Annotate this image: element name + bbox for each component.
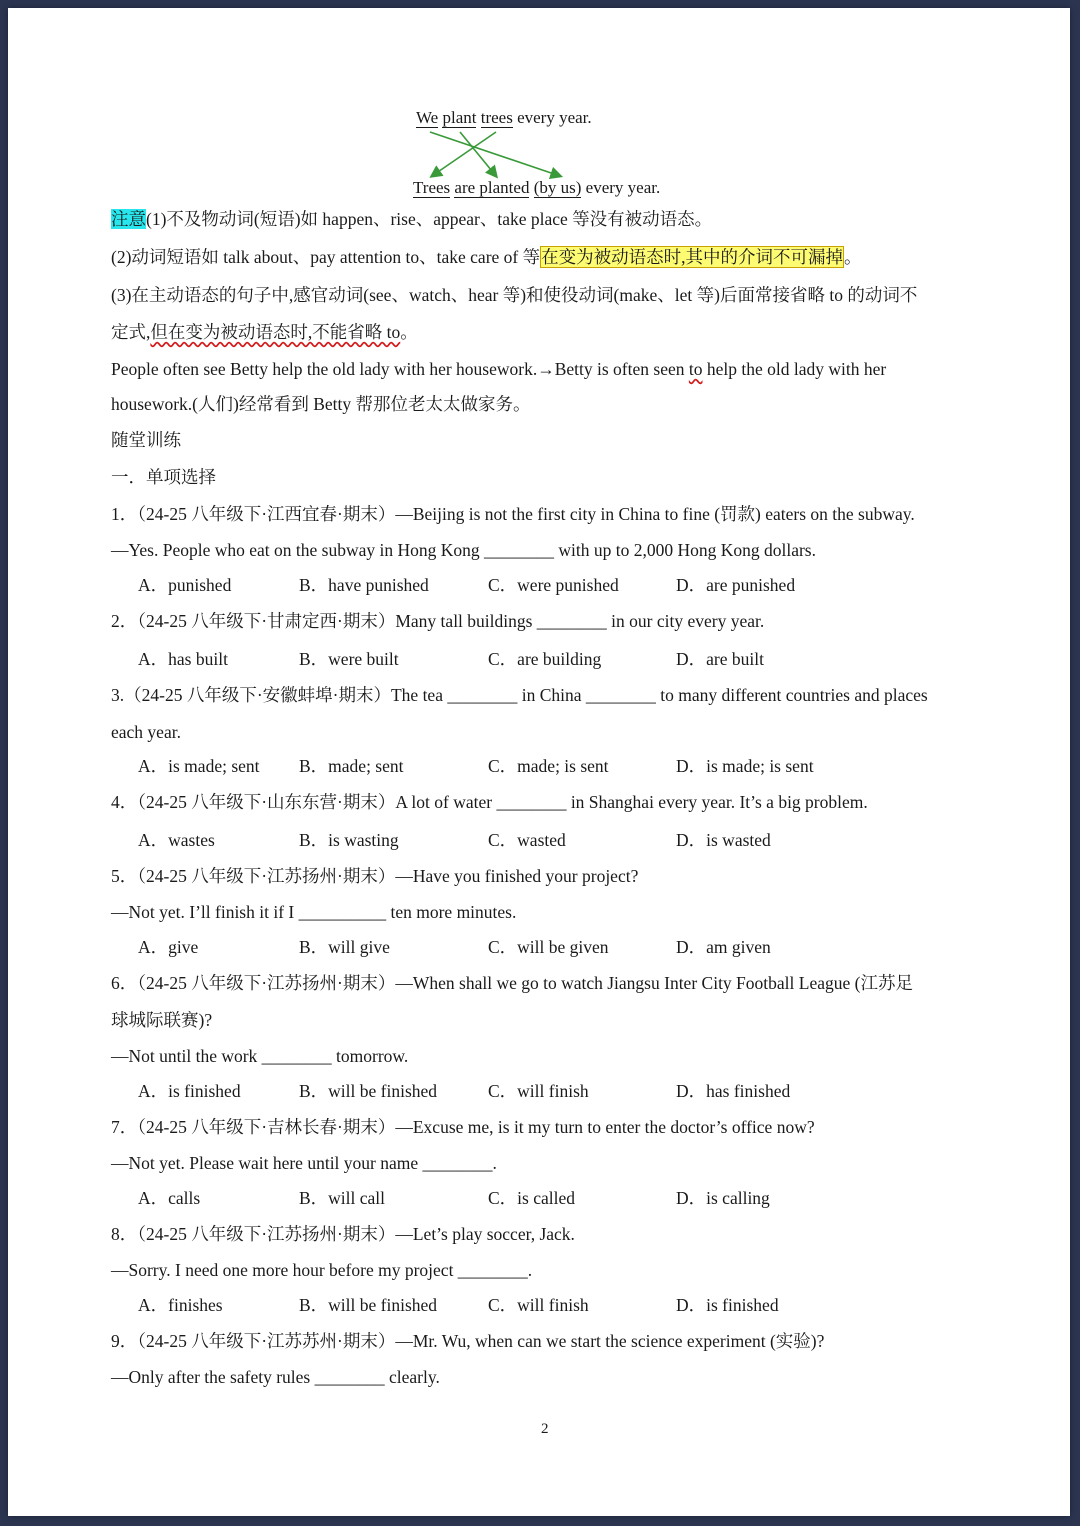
note-3-wavy: 但在变为被动语态时,不能省略 to	[150, 322, 401, 342]
note-label: 注意	[111, 209, 146, 229]
option-d[interactable]: D．am given	[676, 937, 771, 957]
option-b[interactable]: B．will be finished	[299, 1295, 438, 1315]
passive-subject: Trees	[413, 178, 451, 197]
option-c[interactable]: C．will be given	[488, 937, 609, 957]
option-d[interactable]: D．is calling	[676, 1188, 770, 1208]
option-c[interactable]: C．made; is sent	[488, 756, 609, 776]
option-a[interactable]: A．finishes	[138, 1295, 223, 1315]
option-d[interactable]: D．has finished	[676, 1081, 791, 1101]
option-d[interactable]: D．are punished	[676, 575, 796, 595]
option-a[interactable]: A．is made; sent	[138, 756, 260, 776]
option-a[interactable]: A．calls	[138, 1188, 201, 1208]
option-d[interactable]: D．is made; is sent	[676, 756, 814, 776]
part-title: 一．单项选择	[111, 467, 216, 487]
note-1-text: (1)不及物动词(短语)如 happen、rise、appear、take place 等没有被动语态。	[146, 209, 713, 229]
document-page	[8, 8, 1070, 1516]
question-5-line-1: 5．（24-25 八年级下·江苏扬州·期末）—Have you finished your project?	[111, 866, 639, 886]
active-verb: plant	[442, 108, 477, 127]
voice-transformation-diagram	[408, 104, 708, 204]
option-c[interactable]: C．will finish	[488, 1081, 589, 1101]
question-1-line-1: 1．（24-25 八年级下·江西宜春·期末）—Beijing is not the first city in China to fine (罚款) eaters on the subway.	[111, 504, 915, 524]
active-object: trees	[480, 108, 513, 127]
question-7-line-1: 7．（24-25 八年级下·吉林长春·期末）—Excuse me, is it my turn to enter the doctor’s office now?	[111, 1117, 815, 1137]
question-6-line-2: 球城际联赛)?	[111, 1010, 213, 1030]
active-rest: every year.	[512, 108, 592, 127]
example-to: to	[688, 359, 703, 379]
passive-agent: (by us)	[533, 178, 582, 197]
option-d[interactable]: D．are built	[676, 649, 764, 669]
question-6-line-1: 6．（24-25 八年级下·江苏扬州·期末）—When shall we go to watch Jiangsu Inter City Football League (江苏足	[111, 973, 913, 993]
option-c[interactable]: C．wasted	[488, 830, 566, 850]
option-c[interactable]: C．were punished	[488, 575, 619, 595]
example-post: help the old lady with her	[702, 359, 887, 379]
question-3-line-1: 3.（24-25 八年级下·安徽蚌埠·期末）The tea ________ in China ________ to many different countries and places	[111, 685, 928, 705]
question-7-line-2: —Not yet. Please wait here until your name ________.	[111, 1153, 497, 1173]
question-9-line-1: 9．（24-25 八年级下·江苏苏州·期末）—Mr. Wu, when can we start the science experiment (实验)?	[111, 1331, 825, 1351]
question-6-line-3: —Not until the work ________ tomorrow.	[111, 1046, 409, 1066]
example-pre: People often see Betty help the old lady with her housework.→Betty is often seen	[111, 359, 689, 379]
option-b[interactable]: B．were built	[299, 649, 399, 669]
page-number: 2	[541, 1421, 549, 1437]
question-9-line-2: —Only after the safety rules ________ clearly.	[111, 1367, 440, 1387]
note-2-end: 。	[844, 247, 862, 267]
note-3-pre: 定式,	[111, 322, 151, 342]
passive-verb: are planted	[454, 178, 530, 197]
example-line-1	[111, 358, 886, 380]
note-3-line-2	[111, 321, 418, 343]
question-8-line-2: —Sorry. I need one more hour before my project ________.	[111, 1260, 533, 1280]
note-1	[111, 208, 712, 230]
question-1-line-2: —Yes. People who eat on the subway in Hong Kong ________ with up to 2,000 Hong Kong dollars.	[111, 540, 816, 560]
option-c[interactable]: C．are building	[488, 649, 602, 669]
question-3-line-2: each year.	[111, 722, 181, 742]
option-b[interactable]: B．is wasting	[299, 830, 399, 850]
active-subject: We	[416, 108, 439, 127]
note-2	[111, 246, 862, 268]
option-b[interactable]: B．made; sent	[299, 756, 404, 776]
option-d[interactable]: D．is finished	[676, 1295, 779, 1315]
question-5-line-2: —Not yet. I’ll finish it if I __________ ten more minutes.	[111, 902, 517, 922]
arrow-object-to-subject	[432, 132, 496, 176]
option-a[interactable]: A．has built	[138, 649, 228, 669]
option-b[interactable]: B．will be finished	[299, 1081, 438, 1101]
question-4-line-1: 4．（24-25 八年级下·山东东营·期末）A lot of water ________ in Shanghai every year. It’s a big problem.	[111, 792, 868, 812]
example-line-2: housework.(人们)经常看到 Betty 帮那位老太太做家务。	[111, 394, 531, 414]
note-3-end: 。	[400, 322, 418, 342]
option-d[interactable]: D．is wasted	[676, 830, 771, 850]
section-title: 随堂训练	[111, 430, 181, 450]
question-8-line-1: 8．（24-25 八年级下·江苏扬州·期末）—Let’s play soccer, Jack.	[111, 1224, 575, 1244]
option-b[interactable]: B．will give	[299, 937, 390, 957]
option-a[interactable]: A．punished	[138, 575, 232, 595]
option-a[interactable]: A．is finished	[138, 1081, 241, 1101]
option-a[interactable]: A．give	[138, 937, 199, 957]
arrow-subject-to-agent	[430, 132, 560, 176]
option-b[interactable]: B．have punished	[299, 575, 429, 595]
question-2-line-1: 2．（24-25 八年级下·甘肃定西·期末）Many tall buildings ________ in our city every year.	[111, 611, 765, 631]
option-a[interactable]: A．wastes	[138, 830, 215, 850]
passive-sentence	[413, 178, 660, 198]
option-c[interactable]: C．will finish	[488, 1295, 589, 1315]
option-b[interactable]: B．will call	[299, 1188, 386, 1208]
note-2-text: (2)动词短语如 talk about、pay attention to、take care of 等	[111, 247, 541, 267]
note-2-highlight: 在变为被动语态时,其中的介词不可漏掉	[541, 247, 843, 267]
note-3-line-1: (3)在主动语态的句子中,感官动词(see、watch、hear 等)和使役动词(make、let 等)后面常接省略 to 的动词不	[111, 285, 918, 305]
passive-rest: every year.	[581, 178, 661, 197]
option-c[interactable]: C．is called	[488, 1188, 575, 1208]
